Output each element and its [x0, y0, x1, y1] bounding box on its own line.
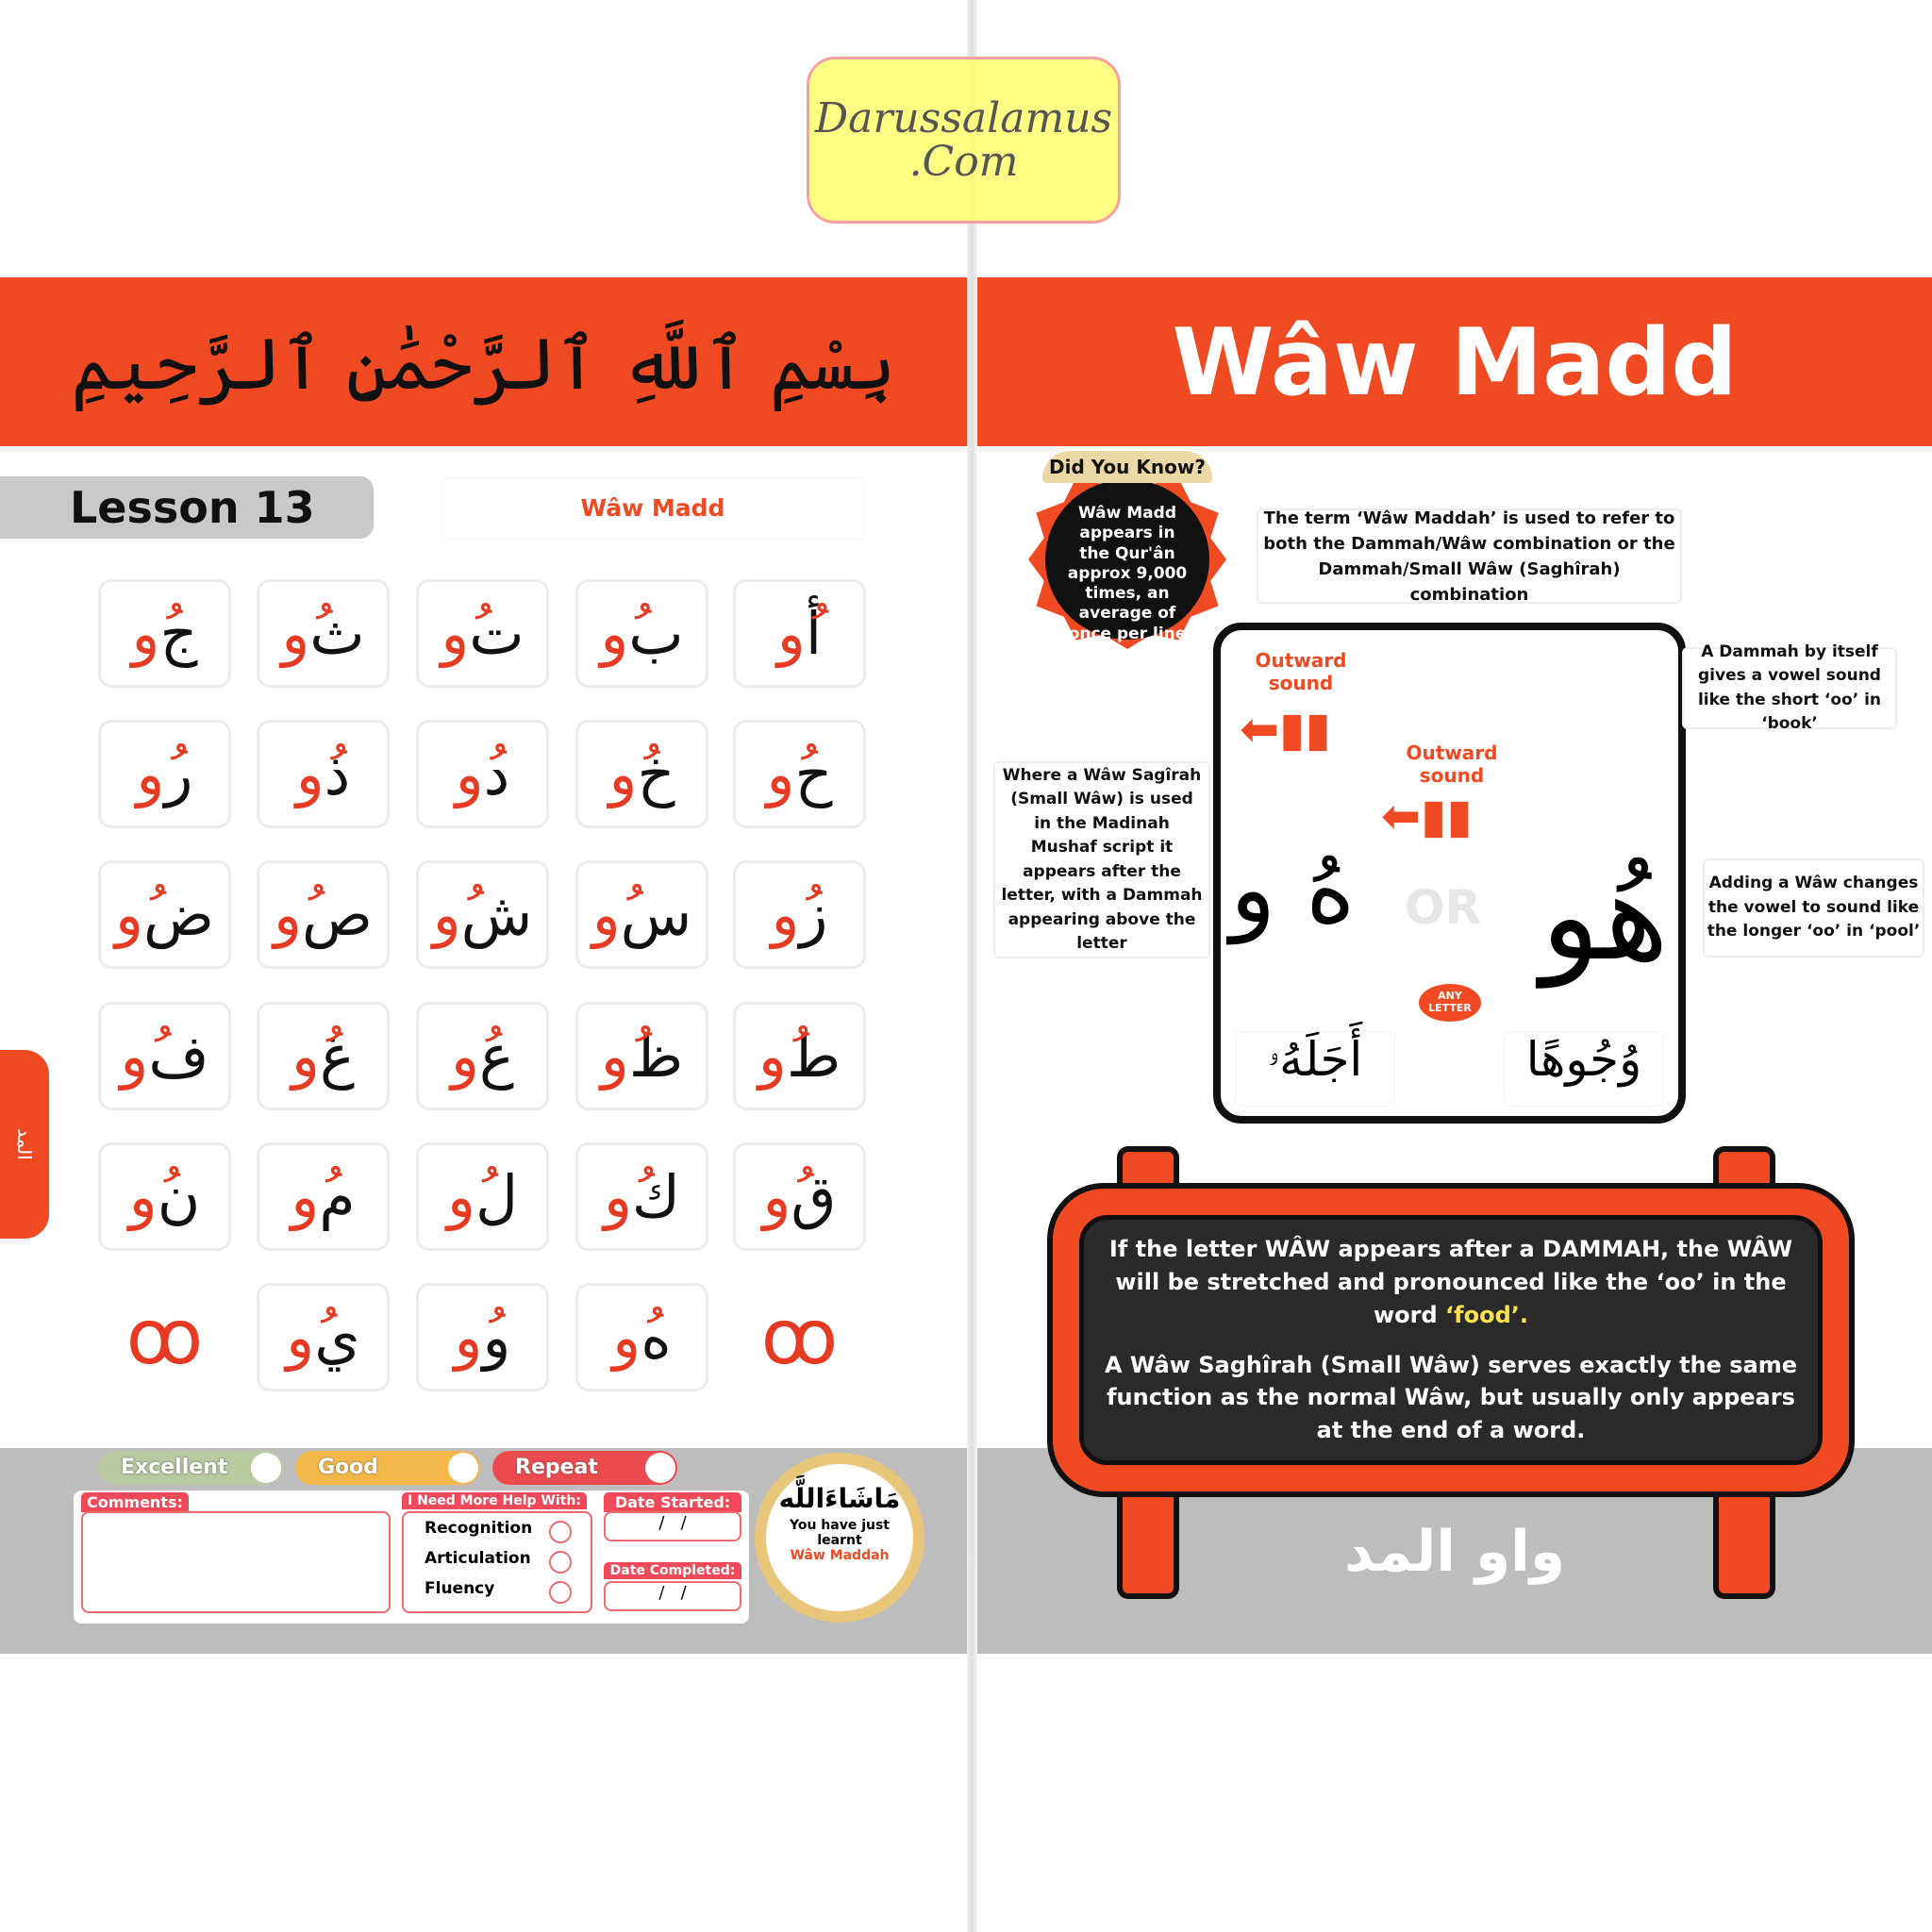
letter: ق	[791, 1162, 837, 1231]
letter-tile	[98, 1142, 231, 1251]
dammah-waw: ُو	[274, 880, 302, 949]
board-paragraph-2: A Wâw Saghîrah (Small Wâw) serves exactly the same function as the normal Wâw, but usually only appears at the end of a word.	[1104, 1351, 1798, 1444]
letter: ص	[302, 880, 373, 949]
dammah-waw: ُو	[600, 1022, 629, 1091]
letter: ل	[475, 1162, 518, 1231]
letter: خ	[637, 740, 675, 808]
dammah-waw: ُو	[766, 740, 795, 808]
dammah-waw: ُو	[454, 1303, 483, 1372]
dammah-waw: ُو	[131, 599, 160, 668]
outward-sound-label-2: Outward sound	[1406, 741, 1498, 787]
letter: غ	[319, 1022, 355, 1091]
dammah-waw: ُو	[455, 740, 484, 808]
letter: ف	[148, 1022, 209, 1091]
dammah-waw: ُو	[115, 880, 143, 949]
small-waw-example: هُ و	[1230, 834, 1356, 944]
rating-label: Good	[318, 1456, 379, 1479]
page-title: Wâw Madd	[1172, 309, 1738, 417]
dammah-waw: ُو	[600, 599, 629, 668]
letter: ض	[143, 880, 214, 949]
badge-topic: Wâw Maddah	[790, 1548, 890, 1563]
mashallah-text: مَاشَاءَاللَّه	[778, 1483, 901, 1514]
letter-tile	[416, 720, 549, 828]
letter-tile	[257, 1283, 390, 1391]
letter-tile	[416, 860, 549, 969]
letter-tile	[257, 1002, 390, 1110]
letter-tile	[98, 1002, 231, 1110]
dammah-waw: ُو	[291, 1022, 320, 1091]
letter-tile	[575, 1283, 708, 1391]
letter: ه	[641, 1303, 672, 1372]
help-recognition: Recognition	[425, 1519, 533, 1538]
letter: ث	[309, 599, 365, 668]
ornament-icon: ꝏ	[125, 1293, 204, 1381]
letter: ز	[799, 880, 828, 949]
watermark: Darussalamus .Com	[807, 57, 1121, 224]
outward-sound-label: Outward sound	[1255, 649, 1347, 694]
letter: ب	[628, 599, 684, 668]
side-tab: المد	[0, 1050, 49, 1239]
dammah-waw: ُو	[281, 599, 310, 668]
board-highlight: ‘food’.	[1445, 1301, 1528, 1328]
dammah-waw: ُو	[762, 1162, 791, 1231]
left-arrow-icon: ⬅▮▮	[1381, 789, 1473, 843]
dammah-note: A Dammah by itself gives a vowel sound like the short ‘oo’ in ‘book’	[1682, 647, 1897, 729]
dammah-waw: ُو	[612, 1303, 641, 1372]
letter-tile	[733, 1002, 866, 1110]
info-board	[1047, 1183, 1855, 1497]
letter: ر	[164, 740, 193, 808]
help-label: I Need More Help With:	[402, 1492, 587, 1509]
letter-tile	[733, 579, 866, 688]
adding-note: Adding a Wâw changes the vowel to sound like the longer ‘oo’ in ‘pool’	[1703, 858, 1924, 958]
letter-tile	[416, 579, 549, 688]
rating-repeat[interactable]	[492, 1451, 677, 1485]
term-note: The term ‘Wâw Maddah’ is used to refer to both the Dammah/Wâw combination or the Dammah/Small Wâw (Saghîrah) combination	[1257, 508, 1682, 604]
rating-circle[interactable]	[251, 1453, 281, 1483]
letter-tile	[416, 1002, 549, 1110]
left-arrow-icon: ⬅▮▮	[1240, 702, 1331, 757]
dammah-waw: ُو	[603, 1162, 632, 1231]
letter-tile	[575, 1002, 708, 1110]
letter-tile	[416, 1283, 549, 1391]
help-box	[402, 1511, 592, 1613]
letter: ش	[460, 880, 533, 949]
example-frame	[1213, 623, 1686, 1124]
fluency-checkbox[interactable]	[549, 1581, 572, 1604]
board-paragraph-1	[1093, 1233, 1808, 1331]
dammah-waw: ُو	[286, 1303, 315, 1372]
comments-field[interactable]	[81, 1511, 391, 1613]
dammah-waw: ُو	[120, 1022, 149, 1091]
or-label: OR	[1405, 880, 1482, 935]
letter: ط	[786, 1022, 841, 1091]
did-you-know-text: Wâw Madd appears in the Qur'ân approx 9,000 times, an average of once per line	[1045, 479, 1209, 640]
letter-tile	[416, 1142, 549, 1251]
ornament-icon: ꝏ	[760, 1293, 839, 1381]
dammah-waw: ُو	[591, 880, 621, 949]
dammah-waw: ُو	[441, 599, 470, 668]
letter-tile	[575, 1142, 708, 1251]
letter-tile	[575, 860, 708, 969]
bismillah: بِسْمِ ٱللَّهِ ٱلرَّحْمَٰنِ ٱلرَّحِيمِ	[71, 321, 896, 406]
rating-label: Repeat	[515, 1456, 598, 1479]
letter-tile	[257, 579, 390, 688]
dammah-waw: ُو	[432, 880, 461, 949]
date-started-field[interactable]: / /	[604, 1511, 741, 1541]
letter: ج	[159, 599, 198, 668]
rating-label: Excellent	[121, 1456, 228, 1479]
letter-tile	[733, 1142, 866, 1251]
rating-circle[interactable]	[448, 1453, 478, 1483]
rating-excellent[interactable]	[98, 1451, 283, 1485]
dammah-waw: ُو	[451, 1022, 479, 1091]
letter-tile	[98, 579, 231, 688]
letter-tile	[257, 1142, 390, 1251]
did-you-know-heading: Did You Know?	[1042, 451, 1212, 483]
board-text: If the letter WÂW appears after a DAMMAH, the WÂW will be stretched and pronounced like the ‘oo’ in the word	[1108, 1236, 1793, 1328]
big-waw-example: هُو	[1541, 844, 1669, 988]
dammah-waw: ُو	[291, 1162, 320, 1231]
badge-caption: You have just learnt	[789, 1518, 890, 1548]
any-letter-badge: ANY LETTER	[1419, 984, 1481, 1022]
dammah-waw: ُو	[608, 740, 638, 808]
letter: س	[620, 880, 692, 949]
letter: د	[483, 740, 510, 808]
letter: ت	[469, 599, 525, 668]
help-articulation: Articulation	[425, 1549, 531, 1568]
letter-tile	[733, 860, 866, 969]
sagirah-note: Where a Wâw Sagîrah (Small Wâw) is used in the Madinah Mushaf script it appears after the letter, with a Dammah appearing above the letter	[993, 761, 1210, 958]
dammah-waw: ُو	[776, 599, 806, 668]
date-completed-label: Date Completed:	[604, 1562, 741, 1579]
letter: ن	[157, 1162, 201, 1231]
dammah-waw: ُو	[447, 1162, 475, 1231]
lesson-label: Lesson 13	[0, 476, 374, 539]
example-word-2: وُجُوهًا	[1504, 1031, 1664, 1107]
letter: ع	[478, 1022, 514, 1091]
recognition-checkbox[interactable]	[549, 1521, 572, 1543]
letter-tile	[575, 579, 708, 688]
dammah-waw: ُو	[771, 880, 800, 949]
progress-form	[74, 1491, 749, 1624]
did-you-know-badge	[1028, 451, 1226, 649]
arabic-footer-title: واو المد	[1343, 1519, 1566, 1585]
dammah-waw: ُو	[136, 740, 165, 808]
letter-tile	[257, 860, 390, 969]
book-spine	[967, 0, 977, 1932]
date-completed-field[interactable]: / /	[604, 1581, 741, 1611]
comments-label: Comments:	[81, 1492, 189, 1512]
letter: ذ	[324, 740, 351, 808]
letter: أ	[805, 599, 823, 668]
letter-tile	[98, 720, 231, 828]
rating-circle[interactable]	[645, 1453, 675, 1483]
lesson-subtitle: Wâw Madd	[443, 479, 862, 538]
letter: ظ	[628, 1022, 684, 1091]
mashallah-badge	[755, 1453, 924, 1623]
letter: م	[319, 1162, 356, 1231]
letter: ح	[794, 740, 833, 808]
help-fluency: Fluency	[425, 1579, 495, 1598]
letter-tile	[98, 860, 231, 969]
letter: ك	[631, 1162, 681, 1231]
dammah-waw: ُو	[295, 740, 325, 808]
example-word-1: أَجَلَهُۥ	[1235, 1031, 1395, 1107]
rating-good[interactable]	[295, 1451, 480, 1485]
date-started-label: Date Started:	[604, 1492, 741, 1512]
letter-tile	[733, 720, 866, 828]
dammah-waw: ُو	[128, 1162, 158, 1231]
articulation-checkbox[interactable]	[549, 1551, 572, 1574]
dammah-waw: ُو	[758, 1022, 787, 1091]
letter: ي	[314, 1303, 360, 1372]
letter: و	[482, 1303, 511, 1372]
letter-tile	[575, 720, 708, 828]
letter-tile	[257, 720, 390, 828]
